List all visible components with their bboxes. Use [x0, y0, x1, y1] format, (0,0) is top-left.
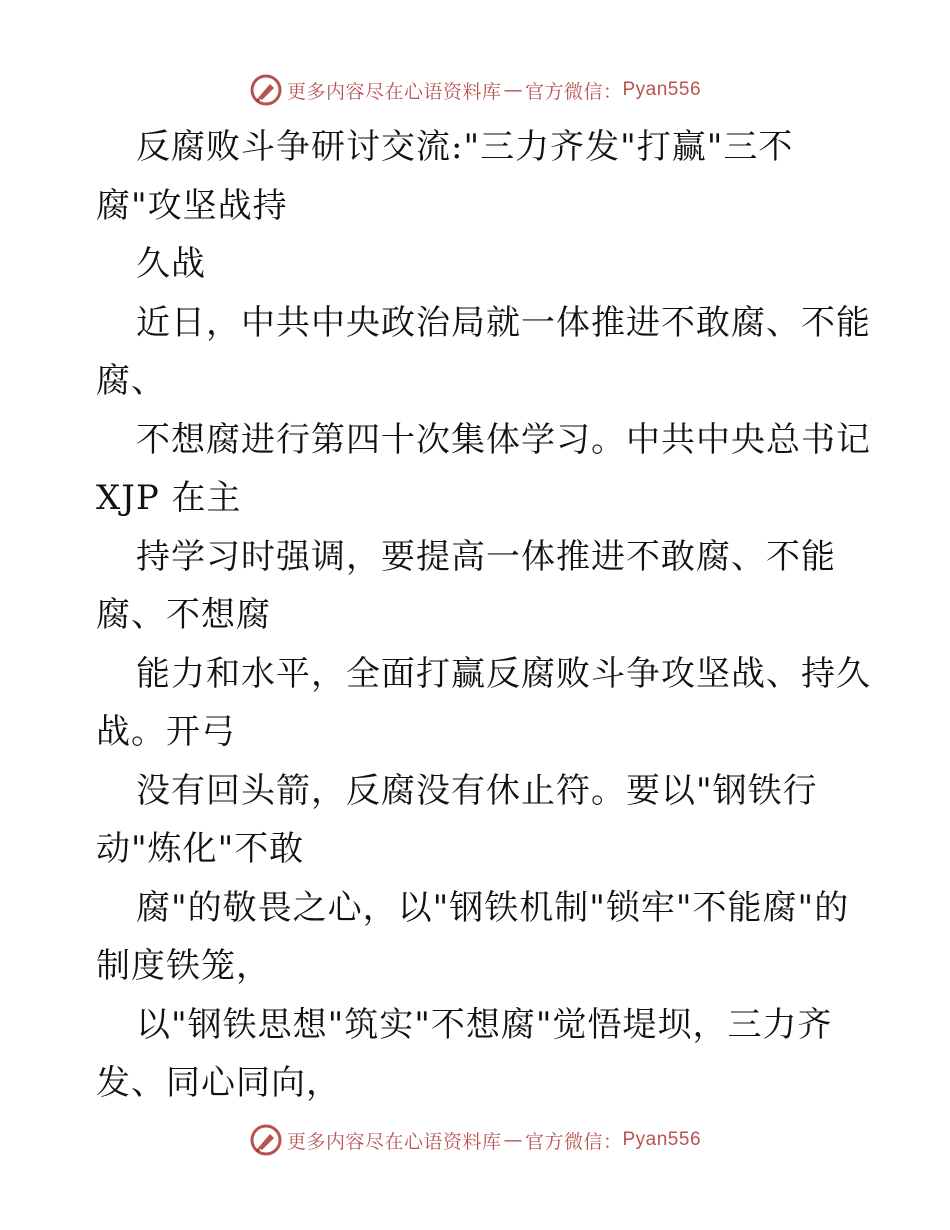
- text-line: 制度铁笼，: [96, 946, 271, 986]
- text-line: 腐"的敬畏之心，以"钢铁机制"锁牢"不能腐"的: [136, 887, 850, 928]
- watermark-wechat-id: Pyan556: [622, 1129, 702, 1150]
- text-line: 动"炼化"不敢: [96, 829, 305, 869]
- text-line: XJP 在主: [96, 478, 242, 518]
- document-body: [96, 118, 871, 1113]
- watermark-text: 更多内容尽在心语资料库: [286, 1130, 502, 1153]
- watermark-wechat-id: Pyan556: [622, 79, 702, 100]
- text-line: 久战: [136, 244, 206, 284]
- text-line: 近日，中共中央政治局就一体推进不敢腐、不能: [136, 302, 871, 343]
- watermark-wechat-label: 官方微信：: [524, 80, 623, 103]
- text-line: 能力和水平，全面打赢反腐败斗争攻坚战、持久: [136, 653, 871, 694]
- text-line: 反腐败斗争研讨交流:"三力齐发"打赢"三不: [136, 127, 794, 167]
- text-line: 以"钢铁思想"筑实"不想腐"觉悟堤坝，三力齐: [136, 1004, 833, 1045]
- text-line: 发、同心同向，: [96, 1063, 341, 1103]
- text-line: 没有回头箭，反腐没有休止符。要以"钢铁行: [136, 770, 818, 811]
- text-line: 腐"攻坚战持: [96, 185, 288, 226]
- watermark-separator: —: [503, 1129, 523, 1151]
- watermark-wechat-label: 官方微信：: [524, 1130, 623, 1153]
- pen-logo-icon: [249, 1123, 283, 1157]
- pen-logo-icon: [249, 73, 283, 107]
- text-line: 持学习时强调，要提高一体推进不敢腐、不能: [136, 536, 836, 577]
- watermark-text: 更多内容尽在心语资料库: [286, 80, 502, 103]
- text-line: 腐、不想腐: [96, 595, 271, 635]
- text-line: 不想腐进行第四十次集体学习。中共中央总书记: [136, 419, 871, 460]
- footer-watermark: [0, 1120, 950, 1160]
- header-watermark: [0, 70, 950, 110]
- text-line: 战。开弓: [96, 712, 236, 752]
- text-line: 腐、: [96, 361, 166, 401]
- watermark-separator: —: [503, 79, 523, 101]
